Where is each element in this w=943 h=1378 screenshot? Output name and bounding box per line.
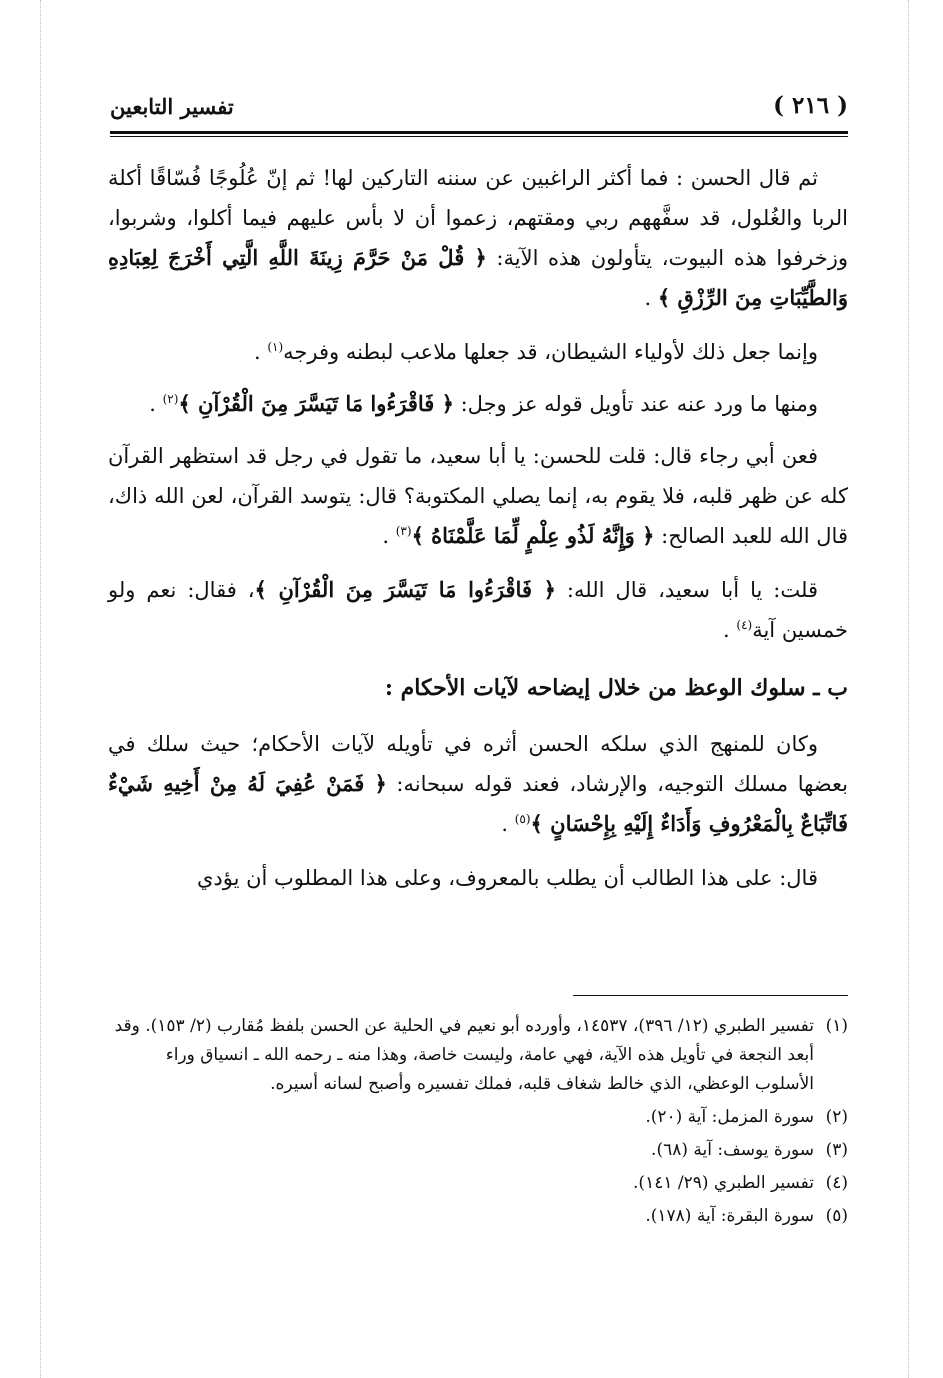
footnotes (108, 1012, 848, 1235)
footnote-ref: (٣) (395, 524, 412, 538)
footnote-ref: (١) (267, 340, 284, 354)
footnote-number: (٣) (825, 1140, 848, 1160)
paragraph-7 (108, 858, 848, 898)
paragraph-tail: . (723, 618, 737, 642)
quran-quote: ﴿ فَمَنْ عُفِيَ لَهُ مِنْ أَخِيهِ شَيْءٌ فَاتِّبَاعٌ بِالْمَعْرُوفِ وَأَدَاءٌ إِلَيْهِ بِإِحْسَانٍ ﴾ (108, 771, 848, 836)
quran-quote: ﴿ قُلْ مَنْ حَرَّمَ زِينَةَ اللَّهِ الَّتِي أَخْرَجَ لِعِبَادِهِ وَالطَّيِّبَاتِ مِنَ الرِّزْقِ ﴾ (108, 245, 848, 310)
section-heading: ب ـ سلوك الوعظ من خلال إيضاحه لآيات الأحكام : (384, 675, 848, 701)
footnote-2 (108, 1103, 848, 1132)
page-header (110, 92, 848, 128)
footnote-4 (108, 1169, 848, 1198)
footnote-number: (٤) (825, 1173, 848, 1193)
paragraph-text: وكان للمنهج الذي سلكه الحسن أثره في تأويله لآيات الأحكام؛ حيث سلك في بعضها مسلك التوجيه، والإرشاد، فعند قوله سبحانه: (108, 732, 848, 796)
footnote-text: سورة المزمل: آية (٢٠). (645, 1107, 814, 1127)
paragraph-2 (108, 332, 848, 372)
paragraph-tail: . (253, 340, 268, 364)
paragraph-4 (108, 436, 848, 556)
paragraph-text: فعن أبي رجاء قال: قلت للحسن: يا أبا سعيد، ما تقول في رجل قد استظهر القرآن كله عن ظهر قلبه، فلا يقوم به، إنما يصلي المكتوبة؟ قال: يتوسد القرآن، لعن الله ذاك، قال الله للعبد الصالح: (108, 444, 848, 548)
footnote-ref: (٢) (162, 392, 179, 406)
scan-edge-left (40, 0, 41, 1378)
footnote-ref: (٤) (736, 618, 753, 632)
footnote-3 (108, 1136, 848, 1165)
footnote-1 (108, 1012, 848, 1099)
footnote-text: سورة البقرة: آية (١٧٨). (645, 1206, 814, 1226)
paragraph-1 (108, 158, 848, 318)
page-number: ( ٢١٦ ) (773, 92, 848, 119)
paragraph-3 (108, 384, 848, 424)
paragraph-5 (108, 570, 848, 650)
footnote-text: سورة يوسف: آية (٦٨). (651, 1140, 814, 1160)
quran-quote: ﴿ وَإِنَّهُ لَذُو عِلْمٍ لِّمَا عَلَّمْنَاهُ ﴾ (411, 523, 655, 548)
paragraph-tail: . (382, 524, 396, 548)
paragraph-text: قال: على هذا الطالب أن يطلب بالمعروف، وعلى هذا المطلوب أن يؤدي (196, 866, 818, 890)
footnote-rule (573, 995, 848, 996)
paragraph-mid: ، فقال: نعم ولو خمسين آية (108, 578, 848, 642)
footnote-text: تفسير الطبري (٢٩/ ١٤١). (633, 1173, 814, 1193)
header-rule-thin (110, 136, 848, 137)
paragraph-text: قلت: يا أبا سعيد، قال الله: (555, 578, 818, 602)
footnote-number: (١) (825, 1016, 848, 1036)
footnote-number: (٢) (825, 1107, 848, 1127)
footnote-number: (٥) (825, 1206, 848, 1226)
header-rule (110, 131, 848, 134)
footnote-ref: (٥) (514, 812, 531, 826)
paragraph-text: ومنها ما ورد عنه عند تأويل قوله عز وجل: (453, 392, 818, 416)
paragraph-text: وإنما جعل ذلك لأولياء الشيطان، قد جعلها ملاعب لبطنه وفرجه (283, 340, 818, 364)
quran-quote: ﴿ فَاقْرَءُوا مَا تَيَسَّرَ مِنَ الْقُرْآنِ ﴾ (178, 391, 454, 416)
paragraph-text: ثم قال الحسن : فما أكثر الراغبين عن سننه التاركين لها! ثم إنّ عُلُوجًا فُسّاقًا أكلة الربا والغُلول، قد سفَّههم ربي ومقتهم، زعموا أن لا بأس عليهم فيما أكلوا، وشربوا، وزخرفوا هذه البيوت، يتأولون هذه الآية: (108, 166, 848, 270)
main-text (108, 158, 848, 912)
quran-quote: ﴿ فَاقْرَءُوا مَا تَيَسَّرَ مِنَ الْقُرْآنِ ﴾ (254, 577, 556, 602)
paragraph-6 (108, 724, 848, 844)
paragraph-tail: . (644, 286, 658, 310)
footnote-text: تفسير الطبري (١٢/ ٣٩٦)، ١٤٥٣٧، وأورده أبو نعيم في الحلية عن الحسن بلفظ مُقارب (٢/ ١٥٣). وقد أبعد النجعة في تأويل هذه الآية، فهي عامة، وليست خاصة، وهذا منه ـ رحمه الله ـ انسياق وراء الأسلوب الوعظي، الذي خالط شغاف قلبه، فملك تفسيره وأصبح لسانه أسيره. (114, 1016, 814, 1094)
footnote-5 (108, 1202, 848, 1231)
running-title: تفسير التابعين (110, 94, 234, 119)
paragraph-tail: . (149, 392, 163, 416)
paragraph-tail: . (501, 812, 515, 836)
scan-edge-right (908, 0, 909, 1378)
